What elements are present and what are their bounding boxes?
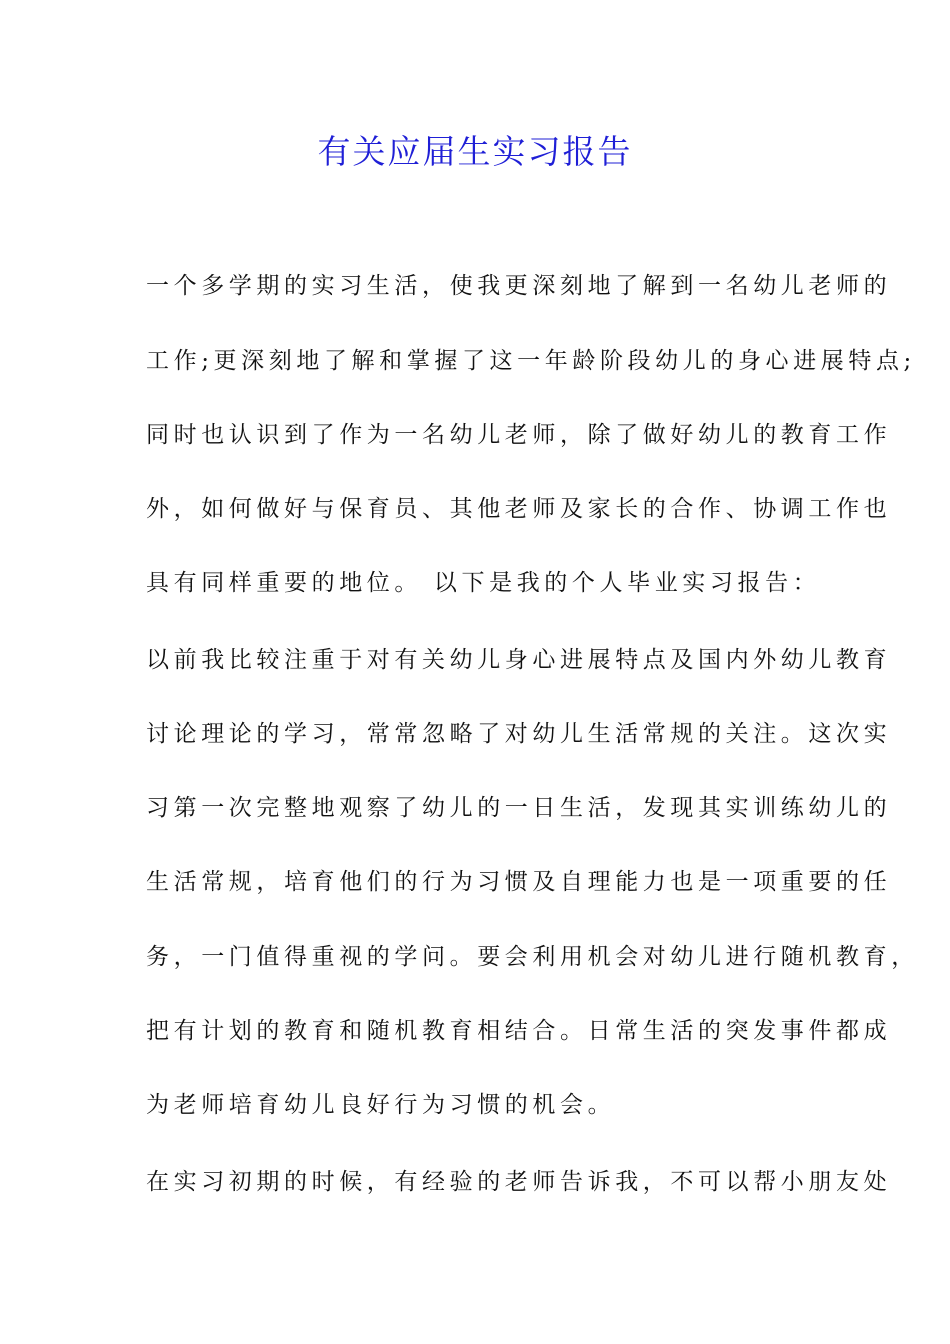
body-line: 在实习初期的时候，有经验的老师告诉我，不可以帮小朋友处 [146, 1169, 892, 1195]
body-line: 为老师培育幼儿良好行为习惯的机会。 [146, 1092, 616, 1118]
body-line: 务，一门值得重视的学问。要会利用机会对幼儿进行随机教育， [146, 944, 919, 970]
body-line: 一个多学期的实习生活，使我更深刻地了解到一名幼儿老师的 [146, 273, 892, 299]
body-line: 把有计划的教育和随机教育相结合。日常生活的突发事件都成 [146, 1018, 892, 1044]
body-line: 同时也认识到了作为一名幼儿老师，除了做好幼儿的教育工作 [146, 422, 892, 448]
body-line: 生活常规，培育他们的行为习惯及自理能力也是一项重要的任 [146, 869, 892, 895]
body-line: 外，如何做好与保育员、其他老师及家长的合作、协调工作也 [146, 496, 892, 522]
body-line: 工作;更深刻地了解和掌握了这一年龄阶段幼儿的身心进展特点; [146, 348, 916, 374]
document-title: 有关应届生实习报告 [317, 132, 633, 171]
body-line: 讨论理论的学习，常常忽略了对幼儿生活常规的关注。这次实 [146, 721, 892, 747]
body-line: 以前我比较注重于对有关幼儿身心进展特点及国内外幼儿教育 [146, 647, 892, 673]
body-line: 具有同样重要的地位。 以下是我的个人毕业实习报告： [146, 570, 821, 596]
body-line: 习第一次完整地观察了幼儿的一日生活，发现其实训练幼儿的 [146, 795, 892, 821]
